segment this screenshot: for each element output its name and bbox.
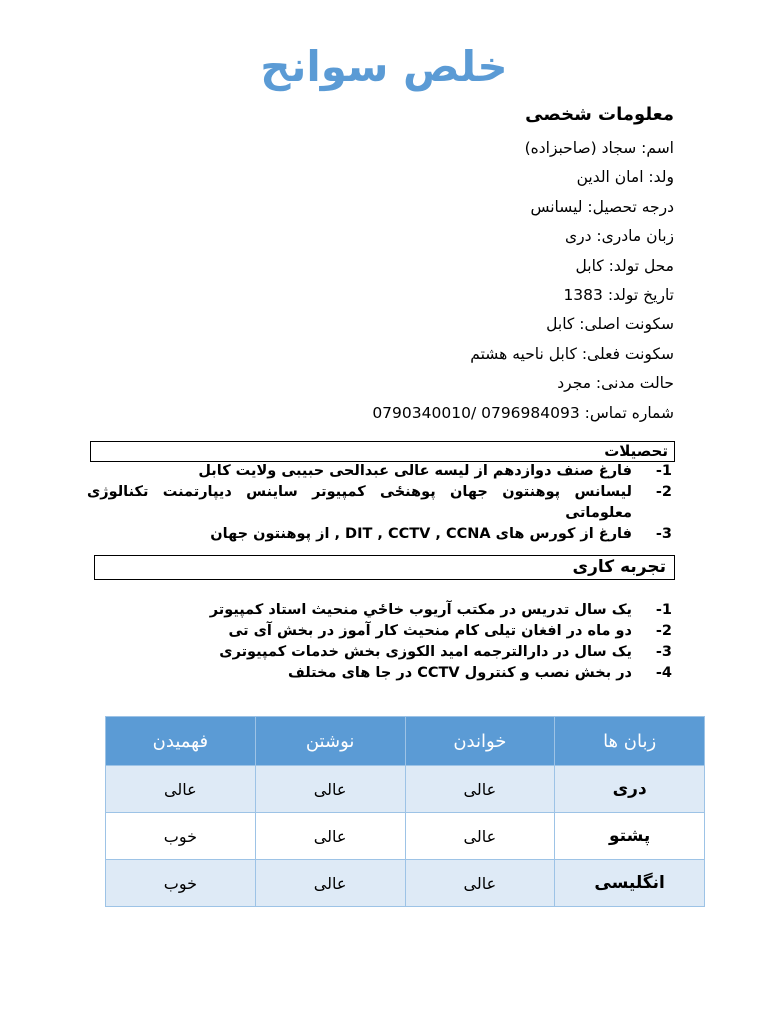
current-residence-line: سکونت فعلی: کابل ناحیه هشتم [470, 344, 674, 363]
reading-cell: عالی [405, 766, 555, 813]
list-item-text: یک سال تدریس در مکتب آریوب خاځي منحیث استاد کمپیوتر [209, 602, 632, 618]
list-item [92, 600, 672, 621]
table-row [106, 766, 705, 813]
experience-list [92, 600, 672, 684]
list-item-number: -4 [655, 665, 672, 681]
table-header-row [106, 717, 705, 766]
writing-cell: عالی [255, 766, 405, 813]
list-item-text: فارغ از کورس های DIT , CCTV , CCNA , از پوهنتون جهان [210, 526, 632, 542]
column-header-writing: نوشتن [255, 717, 405, 766]
father-name-line: ولد: امان الدین [576, 168, 674, 187]
table-row [106, 813, 705, 860]
list-item-text: لیسانس پوهنتون جهان پوهنځی کمپیوتر ساینس دیپارتمنت تکنالوژی معلوماتی [87, 484, 632, 521]
personal-info-heading: معلومات شخصی [525, 104, 674, 125]
understanding-cell: خوب [106, 813, 256, 860]
column-header-reading: خواندن [405, 717, 555, 766]
column-header-understanding: فهمیدن [106, 717, 256, 766]
list-item [87, 461, 672, 482]
writing-cell: عالی [255, 860, 405, 907]
marital-status-line: حالت مدنی: مجرد [557, 374, 674, 393]
list-item-text: فارغ صنف دوازدهم از لیسه عالی عبدالحی حبیبی ولایت کابل [198, 463, 632, 479]
languages-table [105, 716, 705, 907]
experience-heading: تجربه کاری [94, 555, 675, 580]
list-item [87, 482, 672, 524]
personal-info-list [372, 134, 674, 428]
education-heading: تحصیلات [90, 441, 675, 462]
list-item-number: -3 [655, 644, 672, 660]
list-item [92, 642, 672, 663]
list-item-number: -1 [655, 463, 672, 479]
language-name-cell: انگلیسی [555, 860, 705, 907]
name-line: اسم: سجاد (صاحبزاده) [524, 139, 674, 157]
column-header-language: زبان ها [555, 717, 705, 766]
mother-tongue-line: زبان مادری: دری [564, 227, 674, 246]
table-row [106, 860, 705, 907]
education-list [87, 461, 672, 545]
understanding-cell: عالی [106, 766, 256, 813]
birthdate-line: تاریخ تولد: 1383 [563, 285, 674, 304]
permanent-residence-line: سکونت اصلی: کابل [546, 315, 674, 334]
reading-cell: عالی [405, 813, 555, 860]
birthplace-line: محل تولد: کابل [575, 256, 674, 275]
writing-cell: عالی [255, 813, 405, 860]
education-degree-line: درجه تحصیل: لیسانس [530, 197, 674, 216]
list-item-number: -3 [655, 526, 672, 542]
list-item-number: -2 [655, 623, 672, 639]
resume-title: خلص سوانح [260, 42, 508, 91]
understanding-cell: خوب [106, 860, 256, 907]
list-item-number: -2 [655, 484, 672, 500]
list-item [87, 524, 672, 545]
list-item-text: دو ماه در افغان تیلی کام منحیث کار آموز در بخش آی تی [228, 623, 632, 639]
list-item [92, 621, 672, 642]
reading-cell: عالی [405, 860, 555, 907]
list-item-text: در بخش نصب و کنترول CCTV در جا های مختلف [287, 665, 632, 681]
list-item [92, 663, 672, 684]
list-item-number: -1 [655, 602, 672, 618]
language-name-cell: دری [555, 766, 705, 813]
contact-number-line: شماره تماس: 0796984093 /0790340010 [372, 403, 674, 422]
language-name-cell: پشتو [555, 813, 705, 860]
list-item-text: یک سال در دارالترجمه امید الکوزی بخش خدمات کمپیوتری [219, 644, 632, 660]
